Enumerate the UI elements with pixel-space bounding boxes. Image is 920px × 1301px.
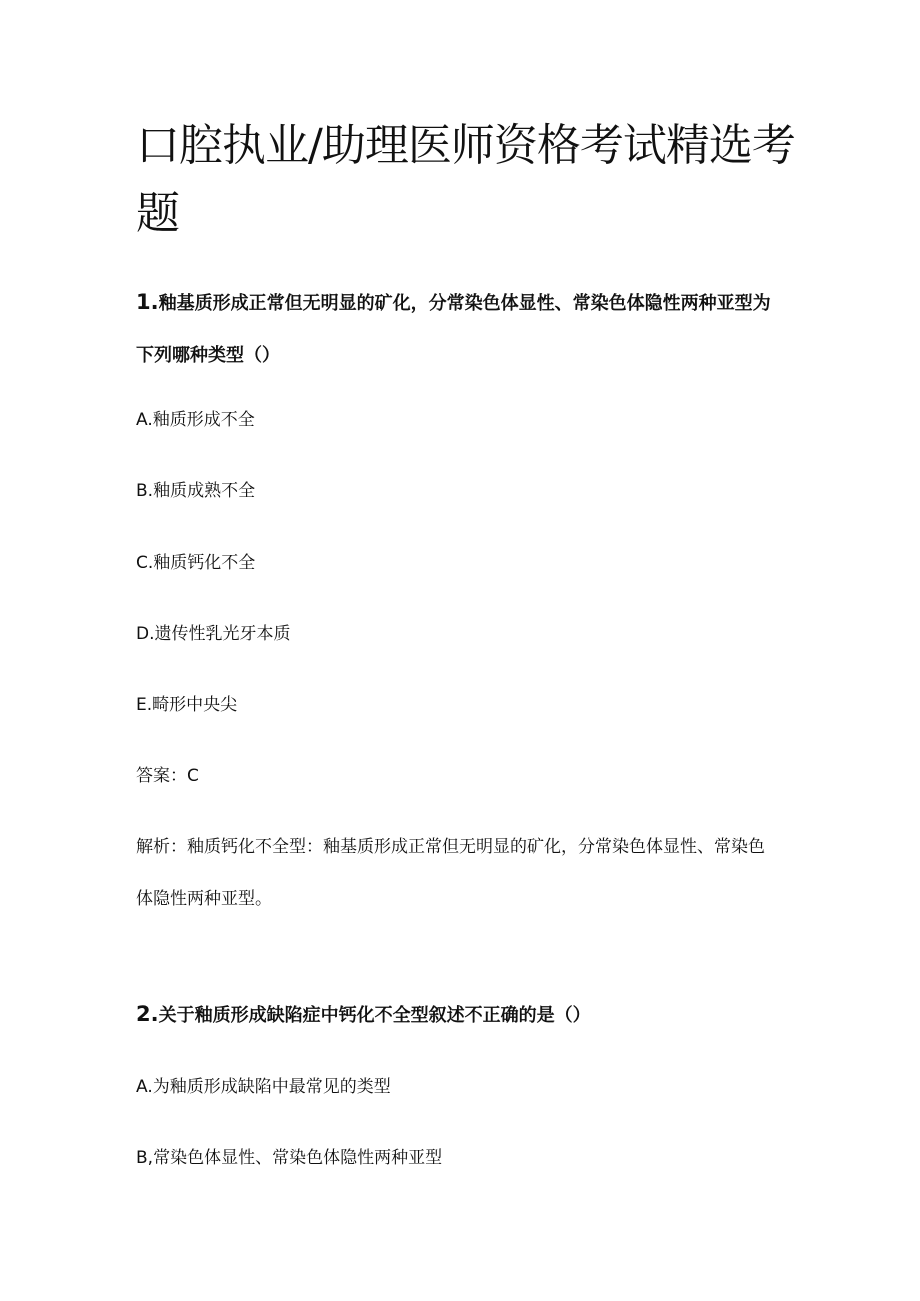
question-2-stem bbox=[136, 988, 786, 1042]
question-2-text: 关于釉质形成缺陷症中钙化不全型叙述不正确的是（） bbox=[158, 1005, 591, 1026]
question-1-option-d: D.遗传性乳光牙本质 bbox=[136, 624, 291, 644]
question-1-option-b: B.釉质成熟不全 bbox=[136, 481, 256, 501]
document-title: 口腔执业/助理医师资格考试精选考题 bbox=[136, 120, 795, 239]
question-1-analysis: 解析：釉质钙化不全型：釉基质形成正常但无明显的矿化，分常染色体显性、常染色体隐性两种亚型。 bbox=[136, 837, 765, 909]
question-1-answer: 答案：C bbox=[136, 766, 199, 786]
question-2-option-b: B,常染色体显性、常染色体隐性两种亚型 bbox=[136, 1148, 443, 1168]
question-2-option-a: A.为釉质形成缺陷中最常见的类型 bbox=[136, 1077, 391, 1097]
question-2-number: 2. bbox=[136, 1002, 159, 1026]
question-1-text: 釉基质形成正常但无明显的矿化，分常染色体显性、常染色体隐性两种亚型为下列哪种类型（） bbox=[136, 293, 771, 366]
question-1-stem bbox=[136, 276, 786, 382]
question-1-number: 1. bbox=[136, 290, 159, 314]
question-1-option-e: E.畸形中央尖 bbox=[136, 695, 238, 715]
question-1-option-a: A.釉质形成不全 bbox=[136, 410, 255, 430]
question-1-option-c: C.釉质钙化不全 bbox=[136, 553, 256, 573]
